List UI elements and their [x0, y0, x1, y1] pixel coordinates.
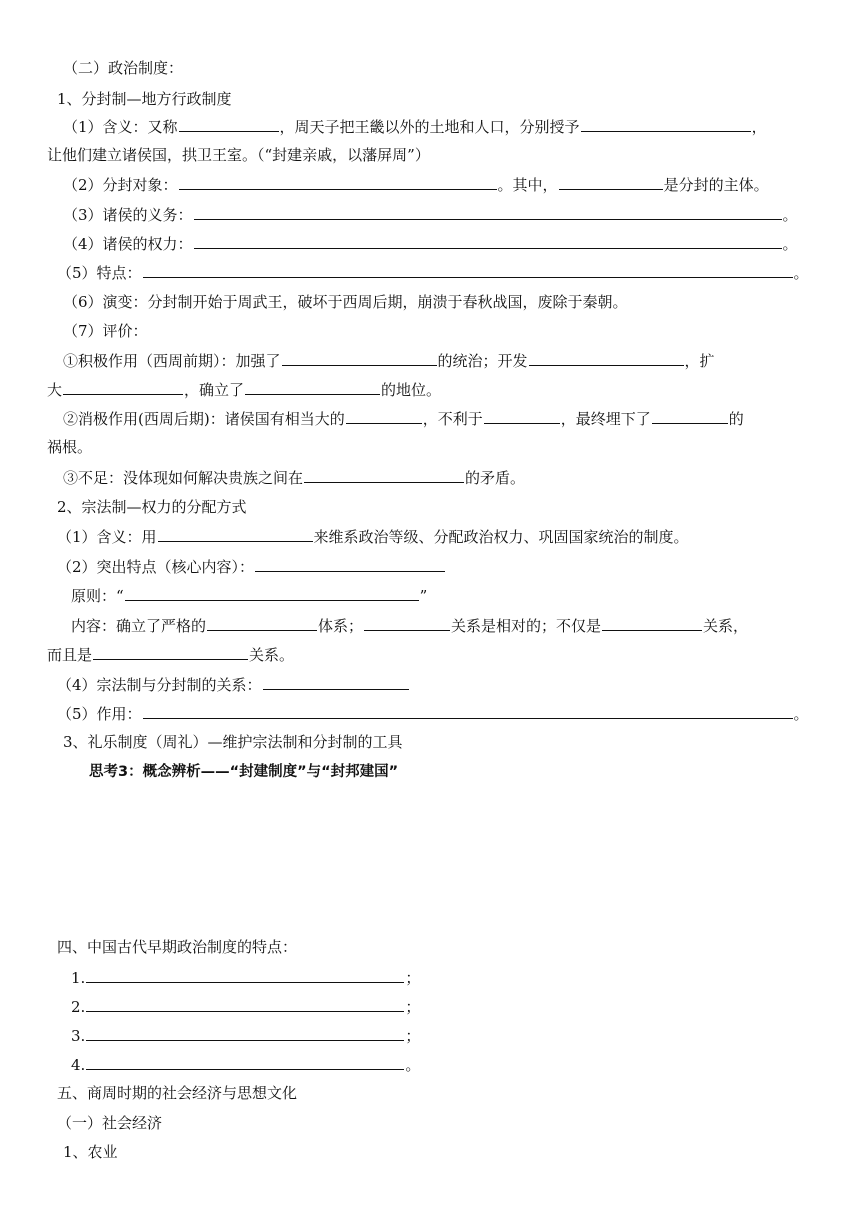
blank-considerable[interactable]: [346, 408, 422, 424]
feature-item-4: 4. 。: [71, 1056, 421, 1074]
negative-effect-cont: 祸根。: [47, 438, 93, 456]
subheading-social-economy: （一）社会经济: [57, 1114, 163, 1132]
blank-relation[interactable]: [263, 674, 409, 690]
vassal-powers-line: （4）诸侯的权力： 。: [63, 235, 798, 253]
content-line-cont: 而且是 关系。: [47, 646, 295, 664]
section-heading-economy-culture: 五、商周时期的社会经济与思想文化: [57, 1084, 298, 1102]
blank-granted-to[interactable]: [581, 116, 751, 132]
section-heading-political-system: （二）政治制度：: [63, 59, 184, 77]
heading-patriarchal-system: 2、宗法制—权力的分配方式: [57, 498, 247, 516]
blank-not-conducive[interactable]: [484, 408, 560, 424]
blank-main-body[interactable]: [559, 174, 663, 190]
content-line: 内容：确立了严格的 体系； 关系是相对的；不仅是 关系，: [71, 617, 749, 635]
blank-not-only[interactable]: [602, 615, 702, 631]
feature-item-1: 1. ；: [71, 969, 421, 987]
blank-relative-relation[interactable]: [364, 615, 450, 631]
patriarchal-definition-line: （1）含义：用 来维系政治等级、分配政治权力、巩固国家统治的制度。: [57, 528, 689, 546]
blank-strict-system[interactable]: [207, 615, 317, 631]
blank-but-also[interactable]: [93, 644, 248, 660]
item-agriculture: 1、农业: [63, 1143, 118, 1161]
relation-line: （4）宗法制与分封制的关系：: [57, 674, 410, 694]
negative-effect-line: ②消极作用(西周后期)：诸侯国有相当大的 ，不利于 ，最终埋下了 的: [63, 410, 744, 428]
blank-expanded[interactable]: [63, 379, 183, 395]
blank-feature-3[interactable]: [86, 1025, 404, 1041]
blank-vassal-powers[interactable]: [194, 233, 782, 249]
role-line: （5）作用： 。: [57, 705, 809, 723]
blank-conflict-area[interactable]: [304, 467, 464, 483]
blank-enfeoffment-objects[interactable]: [179, 174, 497, 190]
shortcoming-line: ③不足：没体现如何解决贵族之间在 的矛盾。: [63, 469, 526, 487]
enfeoffment-objects-line: （2）分封对象： 。其中， 是分封的主体。: [63, 176, 769, 194]
evaluation-heading: （7）评价：: [63, 322, 148, 340]
blank-features[interactable]: [143, 262, 793, 278]
blank-core-content[interactable]: [255, 556, 445, 572]
fengjian-definition-cont: 让他们建立诸侯国，拱卫王室。（“封建亲戚，以藩屏周”）: [47, 146, 430, 164]
blank-principle[interactable]: [125, 585, 419, 601]
blank-feature-4[interactable]: [86, 1054, 404, 1070]
blank-developed[interactable]: [529, 350, 684, 366]
blank-strengthened-rule[interactable]: [282, 350, 437, 366]
blank-feature-1[interactable]: [86, 967, 404, 983]
blank-established[interactable]: [245, 379, 380, 395]
positive-effect-cont: 大 ，确立了 的地位。: [47, 381, 442, 399]
features-line: （5）特点： 。: [57, 264, 809, 282]
feature-item-3: 3. ；: [71, 1027, 421, 1045]
blank-feature-2[interactable]: [86, 996, 404, 1012]
heading-fengjian-system: 1、分封制—地方行政制度: [57, 90, 232, 108]
feature-item-2: 2. ；: [71, 998, 421, 1016]
think-question-3: 思考3：概念辨析——“封建制度”与“封邦建国”: [89, 764, 399, 780]
blank-buried[interactable]: [652, 408, 728, 424]
blank-role[interactable]: [143, 703, 793, 719]
evolution-line: （6）演变：分封制开始于周武王，破坏于西周后期，崩溃于春秋战国，废除于秦朝。: [63, 293, 628, 311]
blank-vassal-duties[interactable]: [194, 204, 782, 220]
blank-maintained-by[interactable]: [158, 526, 313, 542]
core-features-line: （2）突出特点（核心内容）：: [57, 556, 446, 576]
positive-effect-line: ①积极作用（西周前期）：加强了 的统治；开发 ，扩: [63, 352, 715, 370]
principle-line: 原则：“ ”: [71, 587, 428, 605]
fengjian-definition-line: （1）含义：又称 ，周天子把王畿以外的土地和人口，分别授予 ，: [63, 118, 767, 136]
section-heading-features: 四、中国古代早期政治制度的特点：: [57, 938, 298, 956]
vassal-duties-line: （3）诸侯的义务： 。: [63, 206, 798, 224]
blank-also-called[interactable]: [179, 116, 279, 132]
heading-rites-music-system: 3、礼乐制度（周礼）—维护宗法制和分封制的工具: [63, 733, 403, 751]
